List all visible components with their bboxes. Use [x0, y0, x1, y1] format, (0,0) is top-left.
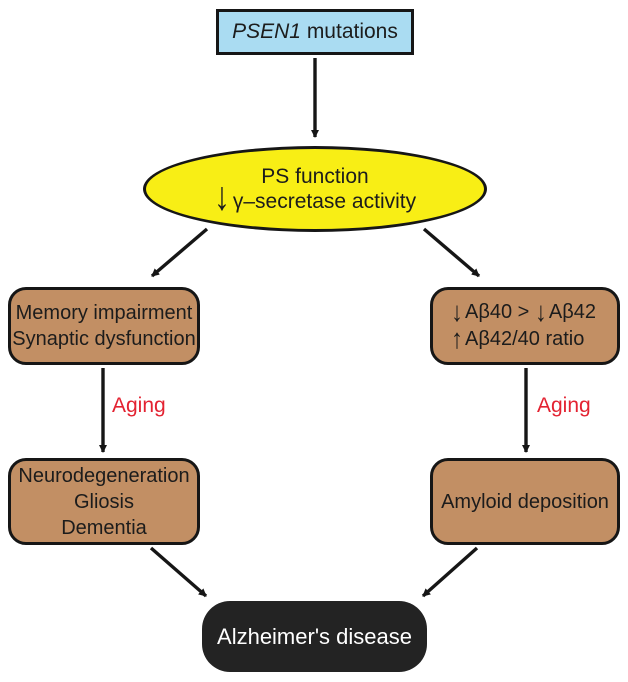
neurodegeneration-line: Neurodegeneration — [18, 464, 190, 487]
memory-impairment-line: Memory impairment — [15, 302, 193, 324]
amyloid-deposition-node — [430, 458, 620, 545]
arrow-left-to-bottom — [151, 548, 206, 596]
alzheimers-disease-node — [202, 601, 427, 672]
ps-function-line: PS function — [261, 165, 369, 188]
amyloid-deposition-label: Amyloid deposition — [441, 490, 609, 513]
gliosis-line: Gliosis — [73, 490, 134, 513]
arrow-ellipse-to-left — [152, 229, 207, 276]
arrow-right-to-bottom — [423, 548, 477, 596]
psen1-mutations-label: PSEN1 mutations — [232, 20, 398, 43]
abeta-line1: ↓ Aβ40 > ↓ Aβ42 — [451, 296, 596, 328]
dementia-line: Dementia — [61, 516, 147, 539]
secretase-text: γ–secretase activity — [232, 190, 417, 213]
aging-label-right: Aging — [537, 394, 591, 417]
memory-impairment-node — [8, 287, 200, 365]
up-arrow-icon: ↑ — [451, 323, 463, 355]
synaptic-dysfunction-line: Synaptic dysfunction — [12, 328, 196, 350]
neurodegeneration-node — [8, 458, 200, 545]
psen1-mutations-node — [216, 9, 414, 55]
gene-name: PSEN1 — [232, 20, 301, 43]
down-arrow-icon: ↓ — [534, 296, 547, 328]
down-arrow-icon: ↓ — [213, 173, 230, 219]
abeta-line2: ↑ Aβ42/40 ratio — [451, 323, 585, 355]
abeta-ratio-node — [430, 287, 620, 365]
arrow-ellipse-to-right — [424, 229, 479, 276]
down-arrow-icon: ↓ — [451, 296, 463, 328]
alzheimers-disease-label: Alzheimer's disease — [217, 623, 412, 649]
aging-label-left: Aging — [112, 394, 166, 417]
ps-function-node — [143, 146, 487, 232]
